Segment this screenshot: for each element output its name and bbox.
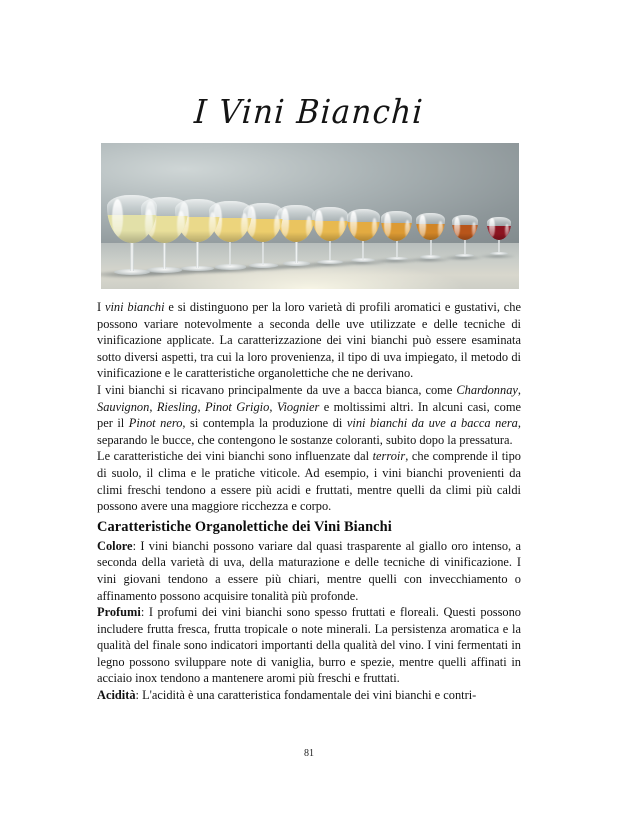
glass-highlight-secondary <box>339 217 345 239</box>
glass-bowl <box>416 213 445 241</box>
wine-glass <box>312 204 348 264</box>
paragraph-terroir: Le caratteristiche dei vini bianchi sono influenzate dal terroir, che comprende il tipo di suolo, il clima e le pratiche viticole. Ad esempio, i vini bianchi provenienti da climi freschi tendono a essere più acidi e fruttati, mentre quelli da climi più caldi possono avere una maggiore ricchezza e corpo. <box>97 449 521 514</box>
glass-highlight-secondary <box>177 211 185 240</box>
section-text-colore: : I vini bianchi possono variare dal quasi trasparente al giallo oro intenso, a seconda della varietà di uva, della maturazione e delle tecniche di vinificazione. I vini giovani tendono a essere più chiari, mentre quelli con invecchiamento o affinamento possono acquisire tonalità più profonde. <box>97 538 521 603</box>
section-colore <box>97 538 521 604</box>
glass-stem <box>362 240 364 260</box>
wine-glass <box>487 214 511 255</box>
glass-highlight-secondary <box>241 213 248 239</box>
glass-bowl <box>107 195 157 243</box>
glass-stem <box>295 240 297 263</box>
paragraph-intro: I vini bianchi e si distinguono per la loro varietà di profili aromatici e gustativi, che possono variare notevolmente a seconda delle uve utilizzate e delle tecniche di vinificazione applicate. La caratterizzazione dei vini bianchi può essere esaminata sotto diversi aspetti, tra cui la loro provenienza, il tipo di uva impiegato, il metodo di vinificazione e le caratteristiche organolettiche che ne derivano. <box>97 300 522 381</box>
wine-glass <box>347 206 380 262</box>
glass-bowl <box>452 215 478 240</box>
glass-highlight-secondary <box>438 221 443 239</box>
glass-bowl <box>312 207 348 241</box>
glass-stem <box>229 240 232 266</box>
glass-stem <box>163 241 166 270</box>
glass-stem <box>430 239 432 256</box>
glass-highlight <box>489 218 494 236</box>
glass-bowl <box>347 209 380 241</box>
section-profumi <box>97 604 521 687</box>
glass-highlight-secondary <box>405 220 410 239</box>
wine-glass <box>381 208 412 261</box>
page-number: 81 <box>304 748 314 759</box>
section-text-acidita: : L'acidità è una caratteristica fondamentale dei vini bianchi e contri- <box>135 688 477 703</box>
wine-glass <box>107 193 157 275</box>
section-label-colore: Colore <box>97 538 133 553</box>
glass-stem <box>130 241 133 271</box>
title-block <box>0 92 618 132</box>
glass-bowl <box>487 217 511 240</box>
body-content <box>97 299 521 704</box>
wine-glass <box>452 212 478 257</box>
section-acidita <box>97 687 521 704</box>
section-label-acidita: Acidità <box>97 688 136 703</box>
glass-highlight <box>454 217 460 237</box>
glass-stem <box>329 240 331 261</box>
glass-stem <box>196 241 199 268</box>
glass-stem <box>396 239 398 258</box>
section-text-profumi: : I profumi dei vini bianchi sono spesso fruttati e floreali. Questi possono includere frutta fresca, frutta tropicale o note minerali. La persistenza aromatica e la qualità del finale sono indicatori importanti della qualità del vino. I vini fermentati in legno possono sviluppare note di vaniglia, burro e spezie, mentre quelli affinati in acciaio inox tendono a mantenere aromi più freschi e fruttati. <box>97 605 521 686</box>
glass-highlight <box>112 199 123 237</box>
glass-highlight-secondary <box>472 222 476 238</box>
glass-highlight <box>419 215 425 237</box>
glass-stem <box>498 239 500 253</box>
glass-bowl <box>381 211 412 241</box>
wine-glasses-photo <box>101 143 519 289</box>
glass-shadow <box>479 255 515 258</box>
page-title: I Vini Bianchi <box>193 92 425 131</box>
section-heading-organolettiche: Caratteristiche Organolettiche dei Vini Bianchi <box>97 518 392 535</box>
glass-stem <box>464 239 466 255</box>
paragraph-uve: I vini bianchi si ricavano principalmente da uve a bacca bianca, come Chardonnay, Sauvignon, Riesling, Pinot Grigio, Viognier e moltissimi altri. In alcuni casi, come per il Pinot nero, si contempla la produzione di vini bianchi da uve a bacca nera, separando le bucce, che contengono le sostanze coloranti, subito dopo la pressatura. <box>97 382 521 447</box>
wine-glass <box>416 210 445 259</box>
glass-highlight-secondary <box>145 209 153 240</box>
section-label-profumi: Profumi <box>97 605 141 620</box>
glass-stem <box>262 240 265 264</box>
